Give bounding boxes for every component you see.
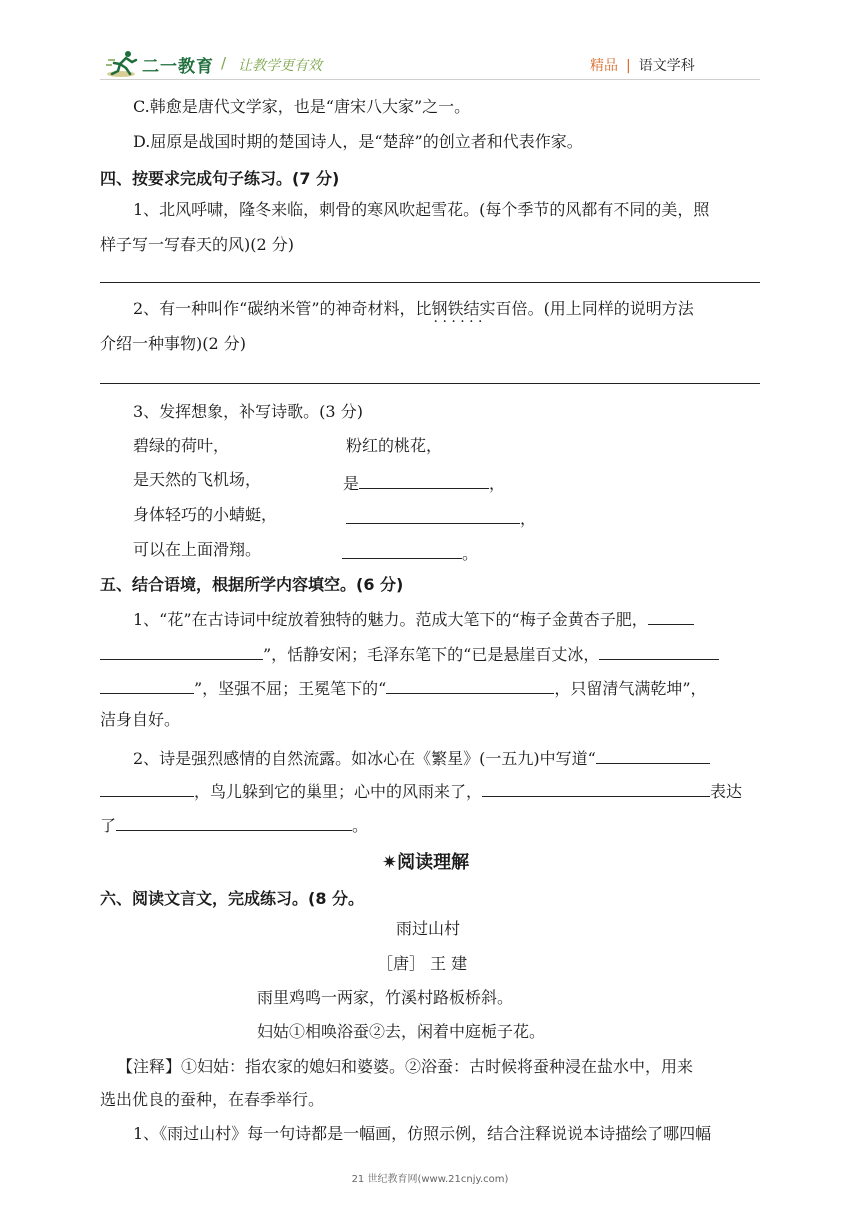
poem-blank-3[interactable]: [342, 540, 462, 559]
q4-1-answer-line[interactable]: [100, 282, 760, 283]
q4-2-text-pre: 2、有一种叫作“碳纳米管”的神奇材料，比: [133, 299, 432, 318]
q6-1-line1: 1、《雨过山村》每一句诗都是一幅画，仿照示例，结合注释说说本诗描绘了哪四幅: [133, 1124, 712, 1143]
poem-left-2: 是天然的飞机场，: [133, 470, 262, 489]
section-6-title: 六、阅读文言文，完成练习。(8 分。: [100, 889, 365, 908]
q5-2-line2: [100, 778, 742, 802]
page-footer: 21 世纪教育网(www.21cnjy.com): [351, 1174, 509, 1185]
header-right: [590, 55, 695, 75]
q5-2-period: 。: [352, 816, 369, 835]
poem-comma-1: ，: [489, 474, 506, 493]
poem-right-2-text: 是: [343, 474, 360, 493]
quality-label: 精品: [590, 58, 618, 74]
brand-name: 二一教育: [142, 57, 214, 77]
q5-2-blank-1b[interactable]: [100, 778, 194, 797]
q5-1-line2-text: ”，恬静安闲；毛泽东笔下的“已是悬崖百丈冰，: [263, 645, 600, 664]
reading-section-heading: ✷阅读理解: [382, 852, 470, 873]
q5-2-line3-text: 了: [100, 816, 117, 835]
poem-right-4: [342, 540, 478, 564]
poem-left-1: 碧绿的荷叶，: [133, 436, 230, 455]
q5-2-blank-3[interactable]: [116, 812, 352, 831]
subject-label: 语文学科: [638, 58, 695, 74]
poem-right-1: 粉红的桃花，: [346, 436, 443, 455]
brand-slogan: 让教学更有效: [238, 58, 322, 74]
q5-2-line1: [133, 745, 710, 769]
section-4-title: 四、按要求完成句子练习。(7 分): [100, 169, 340, 188]
ancient-poem-line-2: 妇姑①相唤浴蚕②去，闲着中庭栀子花。: [257, 1022, 546, 1041]
q4-2-dotted-phrase: 钢铁结实百倍 · ·: [432, 299, 528, 319]
ancient-poem-line-1: 雨里鸡鸣一两家，竹溪村路板桥斜。: [257, 988, 514, 1007]
q4-1-line2: 样子写一写春天的风)(2 分): [100, 235, 294, 254]
q5-2-line2-text-b: 表达: [710, 782, 743, 801]
section-5-title: 五、结合语境，根据所学内容填空。(6 分): [100, 575, 404, 594]
q5-1-line1-text: 1、“花”在古诗词中绽放着独特的魅力。范成大笔下的“梅子金黄杏子肥，: [133, 610, 648, 629]
q5-1-line4: 洁身自好。: [100, 710, 181, 729]
q5-1-line3-text-a: ”，坚强不屈；王冕笔下的“: [194, 679, 387, 698]
q5-2-line2-text-a: ，鸟儿躲到它的巢里；心中的风雨来了，: [194, 782, 483, 801]
q5-1-blank-3[interactable]: [386, 675, 554, 694]
q5-2-line1-text: 2、诗是强烈感情的自然流露。如冰心在《繁星》(一五九)中写道“: [133, 749, 596, 768]
q5-1-line1: [133, 606, 694, 630]
q5-1-line3-text-b: ，只留清气满乾坤”，: [554, 679, 707, 698]
q4-2-line2: 介绍一种事物)(2 分): [100, 334, 246, 353]
q5-1-blank-2b[interactable]: [100, 675, 194, 694]
q5-2-line3: [100, 812, 368, 836]
poem-left-4: 可以在上面滑翔。: [133, 540, 262, 559]
q5-1-line2: [100, 641, 719, 665]
q5-1-blank-1b[interactable]: [100, 641, 263, 660]
poem-right-3: [346, 505, 536, 529]
q5-2-blank-2[interactable]: [482, 778, 710, 797]
q4-3-title: 3、发挥想象，补写诗歌。(3 分): [133, 402, 363, 421]
poem-left-3: 身体轻巧的小蜻蜓，: [133, 505, 278, 524]
poem-comma-2: ，: [520, 509, 537, 528]
poem-blank-1[interactable]: [359, 470, 489, 489]
q4-2-text-post: 。(用上同样的说明方法: [527, 299, 694, 318]
q5-2-blank-1a[interactable]: [596, 745, 710, 764]
q5-1-blank-2a[interactable]: [599, 641, 719, 660]
option-c: C.韩愈是唐代文学家，也是“唐宋八大家”之一。: [133, 97, 471, 116]
header-rule: [100, 79, 760, 80]
poem-period-1: 。: [462, 544, 479, 563]
running-man-logo-icon: [106, 50, 140, 78]
q4-1-line1: 1、北风呼啸，隆冬来临，刺骨的寒风吹起雪花。(每个季节的风都有不同的美，照: [133, 200, 710, 219]
note-line-1: 【注释】①妇姑：指农家的媳妇和婆婆。②浴蚕：古时候将蚕种浸在盐水中，用来: [117, 1057, 694, 1076]
option-d: D.屈原是战国时期的楚国诗人，是“楚辞”的创立者和代表作家。: [133, 132, 583, 151]
note-line-2: 选出优良的蚕种，在春季举行。: [100, 1090, 325, 1109]
q4-2-answer-line[interactable]: [100, 383, 760, 384]
header-separator: |: [626, 58, 631, 74]
q5-1-blank-1a[interactable]: [648, 606, 694, 625]
q4-2-line1: [133, 299, 694, 319]
q5-1-line3: [100, 675, 707, 699]
header-divider: /: [221, 54, 227, 72]
poem-blank-2[interactable]: [346, 505, 520, 524]
poem-title: 雨过山村: [396, 919, 461, 938]
poem-right-2: [343, 470, 505, 494]
poem-author: ［唐］ 王 建: [377, 954, 468, 973]
